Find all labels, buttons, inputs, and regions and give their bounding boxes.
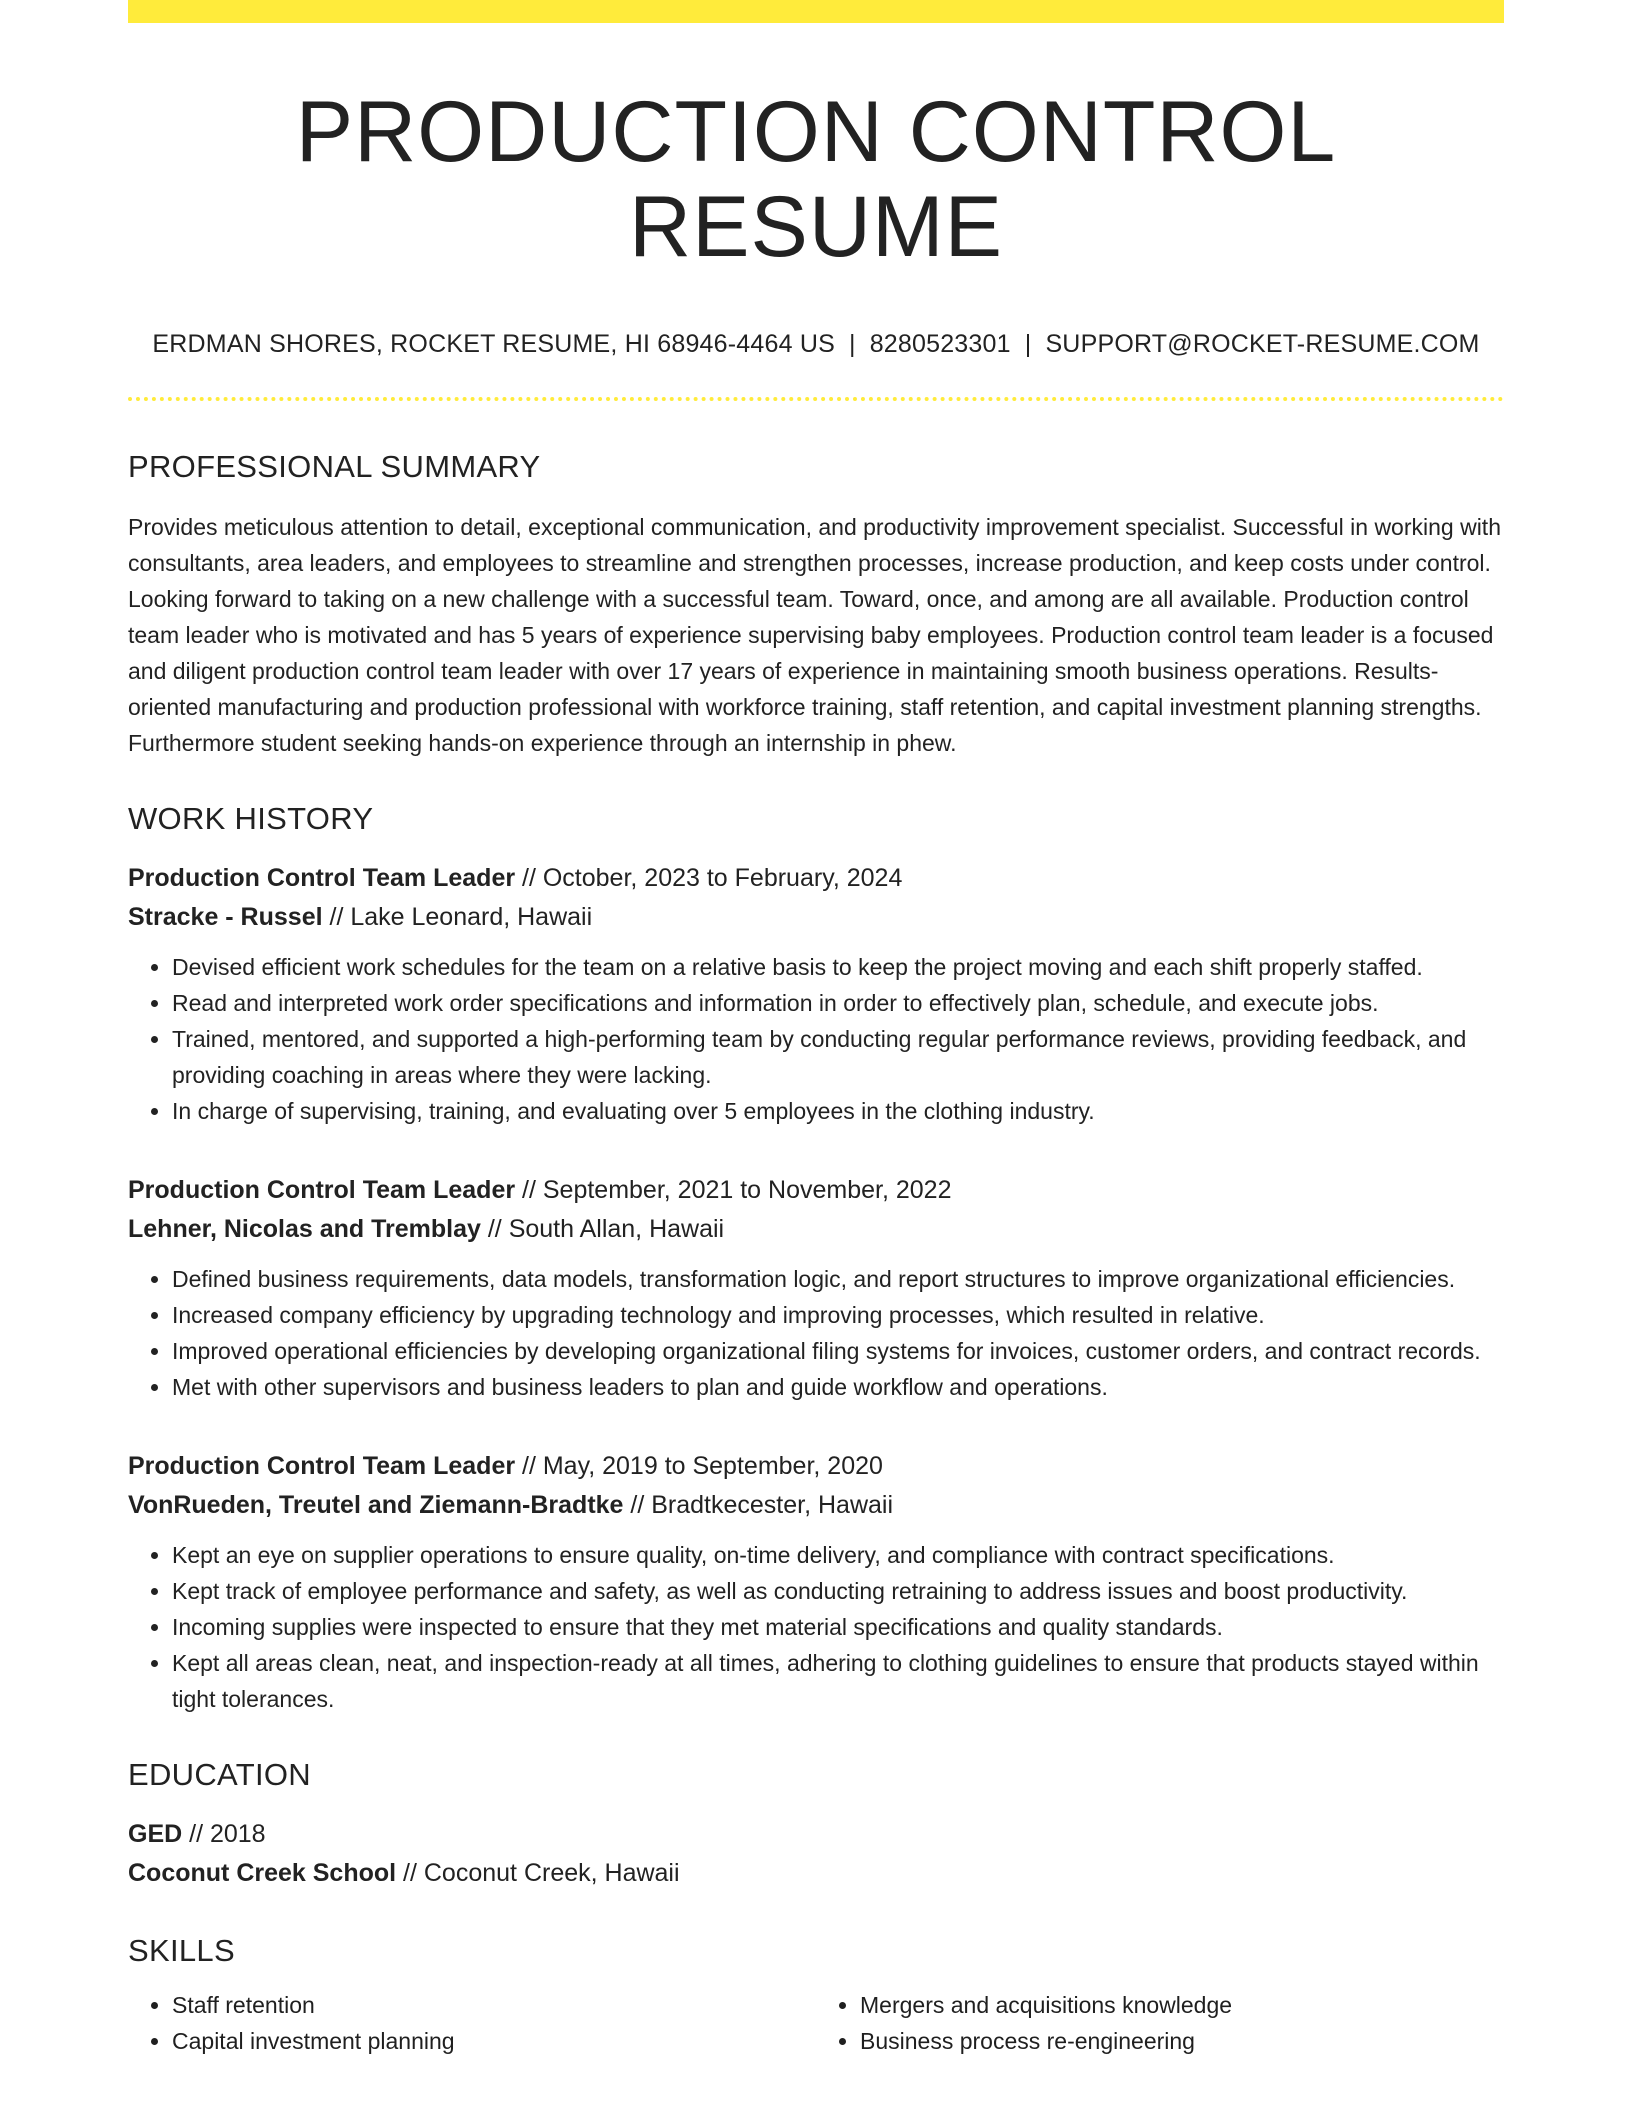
education-year: // 2018 <box>182 1820 266 1849</box>
work-history-heading: WORK HISTORY <box>128 801 374 837</box>
contact-email: SUPPORT@ROCKET-RESUME.COM <box>1045 330 1480 359</box>
job-location: // Bradtkecester, Hawaii <box>623 1491 894 1520</box>
job-title-line <box>128 1447 1504 1486</box>
job-bullet: • Defined business requirements, data models, transformation logic, and report structures to improve organizational efficiencies. <box>172 1261 1504 1297</box>
job-company: Stracke - Russel <box>128 903 323 932</box>
job-company-line <box>128 898 1504 937</box>
resume-title: PRODUCTION CONTROL RESUME <box>295 84 1337 275</box>
education-school-line <box>128 1854 1504 1893</box>
job-bullets <box>128 1261 1504 1405</box>
job-company: VonRueden, Treutel and Ziemann-Bradtke <box>128 1491 624 1520</box>
job-company-line <box>128 1210 1504 1249</box>
job-title-line <box>128 859 1504 898</box>
contact-separator: | <box>1024 330 1032 359</box>
resume-page <box>128 0 1504 2112</box>
job-location: // Lake Leonard, Hawaii <box>322 903 593 932</box>
job-bullet: • Improved operational efficiencies by developing organizational filing systems for invoices, customer orders, and contract records. <box>172 1333 1504 1369</box>
summary-text: Provides meticulous attention to detail, exceptional communication, and productivity improvement specialist. Successful in working with consultants, area leaders, and employees to streamline and strengthen processes, increase production, and keep costs under control. Looking forward to taking on a new challenge with a successful team. Toward, once, and among are all available. Production control team leader who is motivated and has 5 years of experience supervising baby employees. Production control team leader is a focused and diligent production control team leader with over 17 years of experience in maintaining smooth business operations. Results-oriented manufacturing and production professional with workforce training, staff retention, and capital investment planning strengths. Furthermore student seeking hands-on experience through an internship in phew. <box>128 514 1501 757</box>
job-entry <box>128 1447 1504 1717</box>
job-company: Lehner, Nicolas and Tremblay <box>128 1215 481 1244</box>
job-dates: // October, 2023 to February, 2024 <box>515 864 903 893</box>
summary-heading: PROFESSIONAL SUMMARY <box>128 449 541 485</box>
job-bullet: • Read and interpreted work order specifications and information in order to effectively plan, schedule, and execute jobs. <box>172 985 1504 1021</box>
job-bullet: • Kept all areas clean, neat, and inspection-ready at all times, adhering to clothing guidelines to ensure that products stayed within tight tolerances. <box>172 1645 1504 1717</box>
education-location: // Coconut Creek, Hawaii <box>396 1859 680 1888</box>
job-bullet: • Increased company efficiency by upgrading technology and improving processes, which resulted in relative. <box>172 1297 1504 1333</box>
job-bullets <box>128 1537 1504 1717</box>
education-degree-line <box>128 1815 1504 1854</box>
job-title: Production Control Team Leader <box>128 1452 516 1481</box>
job-dates: // May, 2019 to September, 2020 <box>515 1452 883 1481</box>
job-entry <box>128 859 1504 1129</box>
job-bullet: • Kept an eye on supplier operations to ensure quality, on-time delivery, and compliance with contract specifications. <box>172 1537 1504 1573</box>
job-entry <box>128 1171 1504 1405</box>
education-degree: GED <box>128 1820 183 1849</box>
job-dates: // September, 2021 to November, 2022 <box>515 1176 952 1205</box>
skills-heading: SKILLS <box>128 1933 235 1969</box>
contact-separator: | <box>848 330 856 359</box>
skills-left-list <box>128 1987 816 2059</box>
contact-phone: 8280523301 <box>869 330 1011 359</box>
contact-line <box>128 330 1504 359</box>
skill-item: • Mergers and acquisitions knowledge <box>860 1987 1504 2023</box>
job-bullet: • Incoming supplies were inspected to ensure that they met material specifications and quality standards. <box>172 1609 1504 1645</box>
job-bullet: • Met with other supervisors and business leaders to plan and guide workflow and operations. <box>172 1369 1504 1405</box>
skills-columns <box>128 1987 1504 2059</box>
skill-item: • Business process re-engineering <box>860 2023 1504 2059</box>
top-accent-bar <box>128 0 1504 23</box>
dotted-divider <box>128 397 1504 401</box>
job-bullets <box>128 949 1504 1129</box>
job-company-line <box>128 1486 1504 1525</box>
education-school: Coconut Creek School <box>128 1859 397 1888</box>
job-title: Production Control Team Leader <box>128 864 516 893</box>
skill-item: • Staff retention <box>172 1987 816 2023</box>
skills-right-list <box>816 1987 1504 2059</box>
job-bullet: • In charge of supervising, training, and evaluating over 5 employees in the clothing industry. <box>172 1093 1504 1129</box>
skill-item: • Capital investment planning <box>172 2023 816 2059</box>
contact-address: ERDMAN SHORES, ROCKET RESUME, HI 68946-4464 US <box>152 330 835 359</box>
job-location: // South Allan, Hawaii <box>480 1215 725 1244</box>
job-title: Production Control Team Leader <box>128 1176 516 1205</box>
job-title-line <box>128 1171 1504 1210</box>
education-heading: EDUCATION <box>128 1757 311 1793</box>
job-bullet: • Trained, mentored, and supported a high-performing team by conducting regular performance reviews, providing feedback, and providing coaching in areas where they were lacking. <box>172 1021 1504 1093</box>
job-bullet: • Devised efficient work schedules for the team on a relative basis to keep the project moving and each shift properly staffed. <box>172 949 1504 985</box>
job-bullet: • Kept track of employee performance and safety, as well as conducting retraining to address issues and boost productivity. <box>172 1573 1504 1609</box>
education-entry <box>128 1815 1504 1893</box>
